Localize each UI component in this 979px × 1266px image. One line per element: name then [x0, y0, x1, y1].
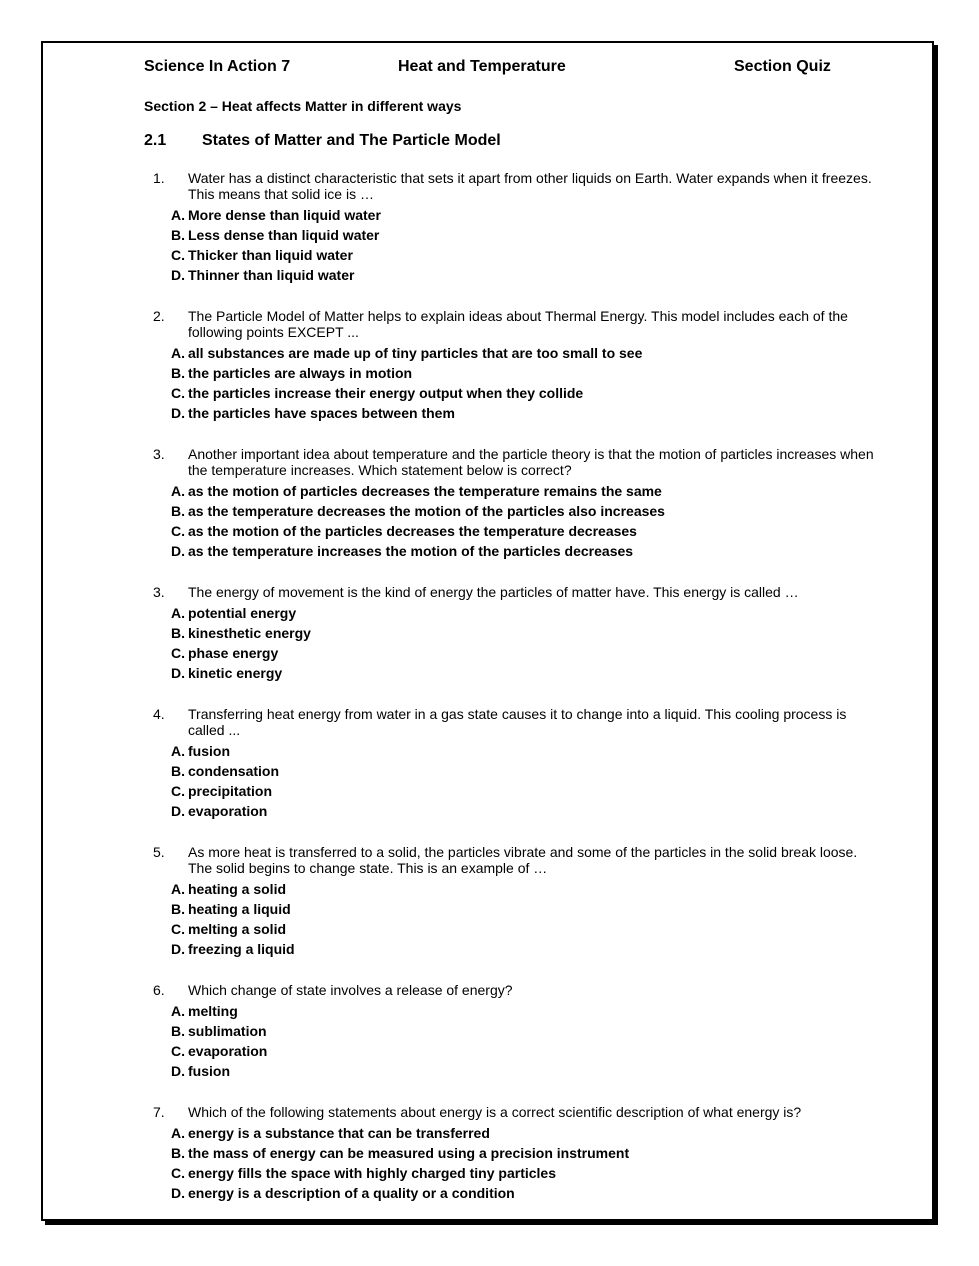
- answer-option: [0, 1143, 979, 1163]
- page-header: [0, 58, 979, 80]
- option-letter: C.: [171, 247, 185, 263]
- option-text: energy is a substance that can be transferred: [188, 1125, 490, 1141]
- question-stem: [0, 446, 979, 478]
- answer-option: [0, 245, 979, 265]
- option-text: sublimation: [188, 1023, 267, 1039]
- answer-option: [0, 761, 979, 781]
- answer-option: [0, 481, 979, 501]
- option-letter: D.: [171, 405, 185, 421]
- option-letter: B.: [171, 901, 185, 917]
- answer-option: [0, 939, 979, 959]
- option-text: condensation: [188, 763, 280, 779]
- answer-option: [0, 501, 979, 521]
- option-text: evaporation: [188, 1043, 268, 1059]
- option-text: heating a liquid: [188, 901, 291, 917]
- answer-option: [0, 1163, 979, 1183]
- option-text: melting: [188, 1003, 238, 1019]
- option-letter: B.: [171, 763, 185, 779]
- option-letter: C.: [171, 921, 185, 937]
- option-letter: C.: [171, 1165, 185, 1181]
- option-text: energy fills the space with highly charged tiny particles: [188, 1165, 556, 1181]
- answer-options: [0, 603, 979, 683]
- answer-option: [0, 383, 979, 403]
- option-letter: B.: [171, 1145, 185, 1161]
- question-number: 5.: [153, 844, 165, 860]
- question-number: 6.: [153, 982, 165, 998]
- question-item: [0, 844, 979, 959]
- answer-option: [0, 801, 979, 821]
- option-text: Thicker than liquid water: [188, 247, 353, 263]
- answer-option: [0, 1183, 979, 1203]
- answer-options: [0, 1001, 979, 1081]
- question-item: [0, 982, 979, 1081]
- question-stem: [0, 844, 979, 876]
- answer-option: [0, 1061, 979, 1081]
- question-stem: [0, 706, 979, 738]
- option-letter: C.: [171, 385, 185, 401]
- option-letter: D.: [171, 1063, 185, 1079]
- answer-option: [0, 663, 979, 683]
- option-text: kinesthetic energy: [188, 625, 311, 641]
- subsection-title: States of Matter and The Particle Model: [202, 132, 501, 149]
- option-text: More dense than liquid water: [188, 207, 381, 223]
- quiz-type-label: Section Quiz: [734, 58, 831, 75]
- answer-option: [0, 603, 979, 623]
- option-letter: B.: [171, 503, 185, 519]
- question-item: [0, 446, 979, 561]
- option-letter: D.: [171, 665, 185, 681]
- question-text: Transferring heat energy from water in a gas state causes it to change into a liquid. This cooling process is called ...: [188, 706, 847, 738]
- question-number: 1.: [153, 170, 165, 186]
- answer-option: [0, 1123, 979, 1143]
- option-text: the particles increase their energy output when they collide: [188, 385, 584, 401]
- answer-options: [0, 343, 979, 423]
- answer-option: [0, 205, 979, 225]
- option-text: Less dense than liquid water: [188, 227, 380, 243]
- option-letter: A.: [171, 881, 185, 897]
- subsection-number: 2.1: [144, 132, 167, 149]
- question-stem: [0, 1104, 979, 1120]
- answer-option: [0, 521, 979, 541]
- answer-option: [0, 919, 979, 939]
- option-letter: B.: [171, 227, 185, 243]
- question-number: 3.: [153, 584, 165, 600]
- question-number: 7.: [153, 1104, 165, 1120]
- option-letter: A.: [171, 483, 185, 499]
- answer-option: [0, 879, 979, 899]
- answer-option: [0, 1021, 979, 1041]
- answer-option: [0, 403, 979, 423]
- answer-option: [0, 781, 979, 801]
- answer-option: [0, 899, 979, 919]
- option-letter: A.: [171, 743, 185, 759]
- option-letter: A.: [171, 1125, 185, 1141]
- option-text: all substances are made up of tiny particles that are too small to see: [188, 345, 643, 361]
- option-text: as the temperature increases the motion of the particles decreases: [188, 543, 634, 559]
- answer-options: [0, 879, 979, 959]
- option-letter: B.: [171, 625, 185, 641]
- question-number: 4.: [153, 706, 165, 722]
- option-text: fusion: [188, 743, 230, 759]
- question-stem: [0, 170, 979, 202]
- answer-option: [0, 343, 979, 363]
- option-text: phase energy: [188, 645, 279, 661]
- option-letter: C.: [171, 645, 185, 661]
- answer-options: [0, 741, 979, 821]
- option-text: heating a solid: [188, 881, 287, 897]
- option-text: fusion: [188, 1063, 230, 1079]
- question-text: The Particle Model of Matter helps to explain ideas about Thermal Energy. This model includes each of the following points EXCEPT ...: [188, 308, 848, 340]
- answer-options: [0, 1123, 979, 1203]
- answer-option: [0, 1001, 979, 1021]
- option-letter: B.: [171, 1023, 185, 1039]
- option-letter: A.: [171, 207, 185, 223]
- option-text: Thinner than liquid water: [188, 267, 355, 283]
- question-list: [0, 170, 979, 1226]
- question-text: Which change of state involves a release of energy?: [188, 982, 513, 998]
- option-text: melting a solid: [188, 921, 287, 937]
- question-item: [0, 308, 979, 423]
- answer-options: [0, 481, 979, 561]
- option-letter: D.: [171, 803, 185, 819]
- option-letter: A.: [171, 345, 185, 361]
- option-letter: A.: [171, 605, 185, 621]
- course-title: Science In Action 7: [144, 58, 291, 75]
- answer-option: [0, 623, 979, 643]
- option-letter: D.: [171, 267, 185, 283]
- option-letter: D.: [171, 941, 185, 957]
- question-item: [0, 170, 979, 285]
- option-text: as the motion of the particles decreases the temperature decreases: [188, 523, 637, 539]
- question-item: [0, 1104, 979, 1203]
- question-stem: [0, 308, 979, 340]
- question-stem: [0, 982, 979, 998]
- question-item: [0, 584, 979, 683]
- option-text: kinetic energy: [188, 665, 283, 681]
- answer-option: [0, 225, 979, 245]
- option-letter: C.: [171, 783, 185, 799]
- option-text: evaporation: [188, 803, 268, 819]
- option-text: the mass of energy can be measured using a precision instrument: [188, 1145, 630, 1161]
- question-text: Water has a distinct characteristic that sets it apart from other liquids on Earth. Water expands when it freezes. This means that solid ice is …: [188, 170, 872, 202]
- question-item: [0, 706, 979, 821]
- answer-options: [0, 205, 979, 285]
- option-text: the particles are always in motion: [188, 365, 413, 381]
- option-letter: B.: [171, 365, 185, 381]
- answer-option: [0, 1041, 979, 1061]
- question-text: Which of the following statements about energy is a correct scientific description of what energy is?: [188, 1104, 802, 1120]
- answer-option: [0, 741, 979, 761]
- question-number: 3.: [153, 446, 165, 462]
- option-text: the particles have spaces between them: [188, 405, 455, 421]
- option-text: as the temperature decreases the motion of the particles also increases: [188, 503, 665, 519]
- option-letter: D.: [171, 1185, 185, 1201]
- section-heading: Section 2 – Heat affects Matter in different ways: [144, 98, 462, 114]
- option-letter: C.: [171, 1043, 185, 1059]
- question-text: Another important idea about temperature and the particle theory is that the motion of particles increases when the temperature increases. Which statement below is correct?: [188, 446, 874, 478]
- answer-option: [0, 643, 979, 663]
- option-text: energy is a description of a quality or a condition: [188, 1185, 515, 1201]
- answer-option: [0, 363, 979, 383]
- option-letter: A.: [171, 1003, 185, 1019]
- option-letter: D.: [171, 543, 185, 559]
- question-text: The energy of movement is the kind of energy the particles of matter have. This energy is called …: [188, 584, 799, 600]
- unit-title: Heat and Temperature: [398, 58, 566, 75]
- option-text: potential energy: [188, 605, 297, 621]
- option-text: freezing a liquid: [188, 941, 295, 957]
- option-text: as the motion of particles decreases the temperature remains the same: [188, 483, 662, 499]
- answer-option: [0, 541, 979, 561]
- answer-option: [0, 265, 979, 285]
- option-letter: C.: [171, 523, 185, 539]
- question-stem: [0, 584, 979, 600]
- option-text: precipitation: [188, 783, 273, 799]
- question-number: 2.: [153, 308, 165, 324]
- question-text: As more heat is transferred to a solid, the particles vibrate and some of the particles in the solid break loose. The solid begins to change state. This is an example of …: [188, 844, 858, 876]
